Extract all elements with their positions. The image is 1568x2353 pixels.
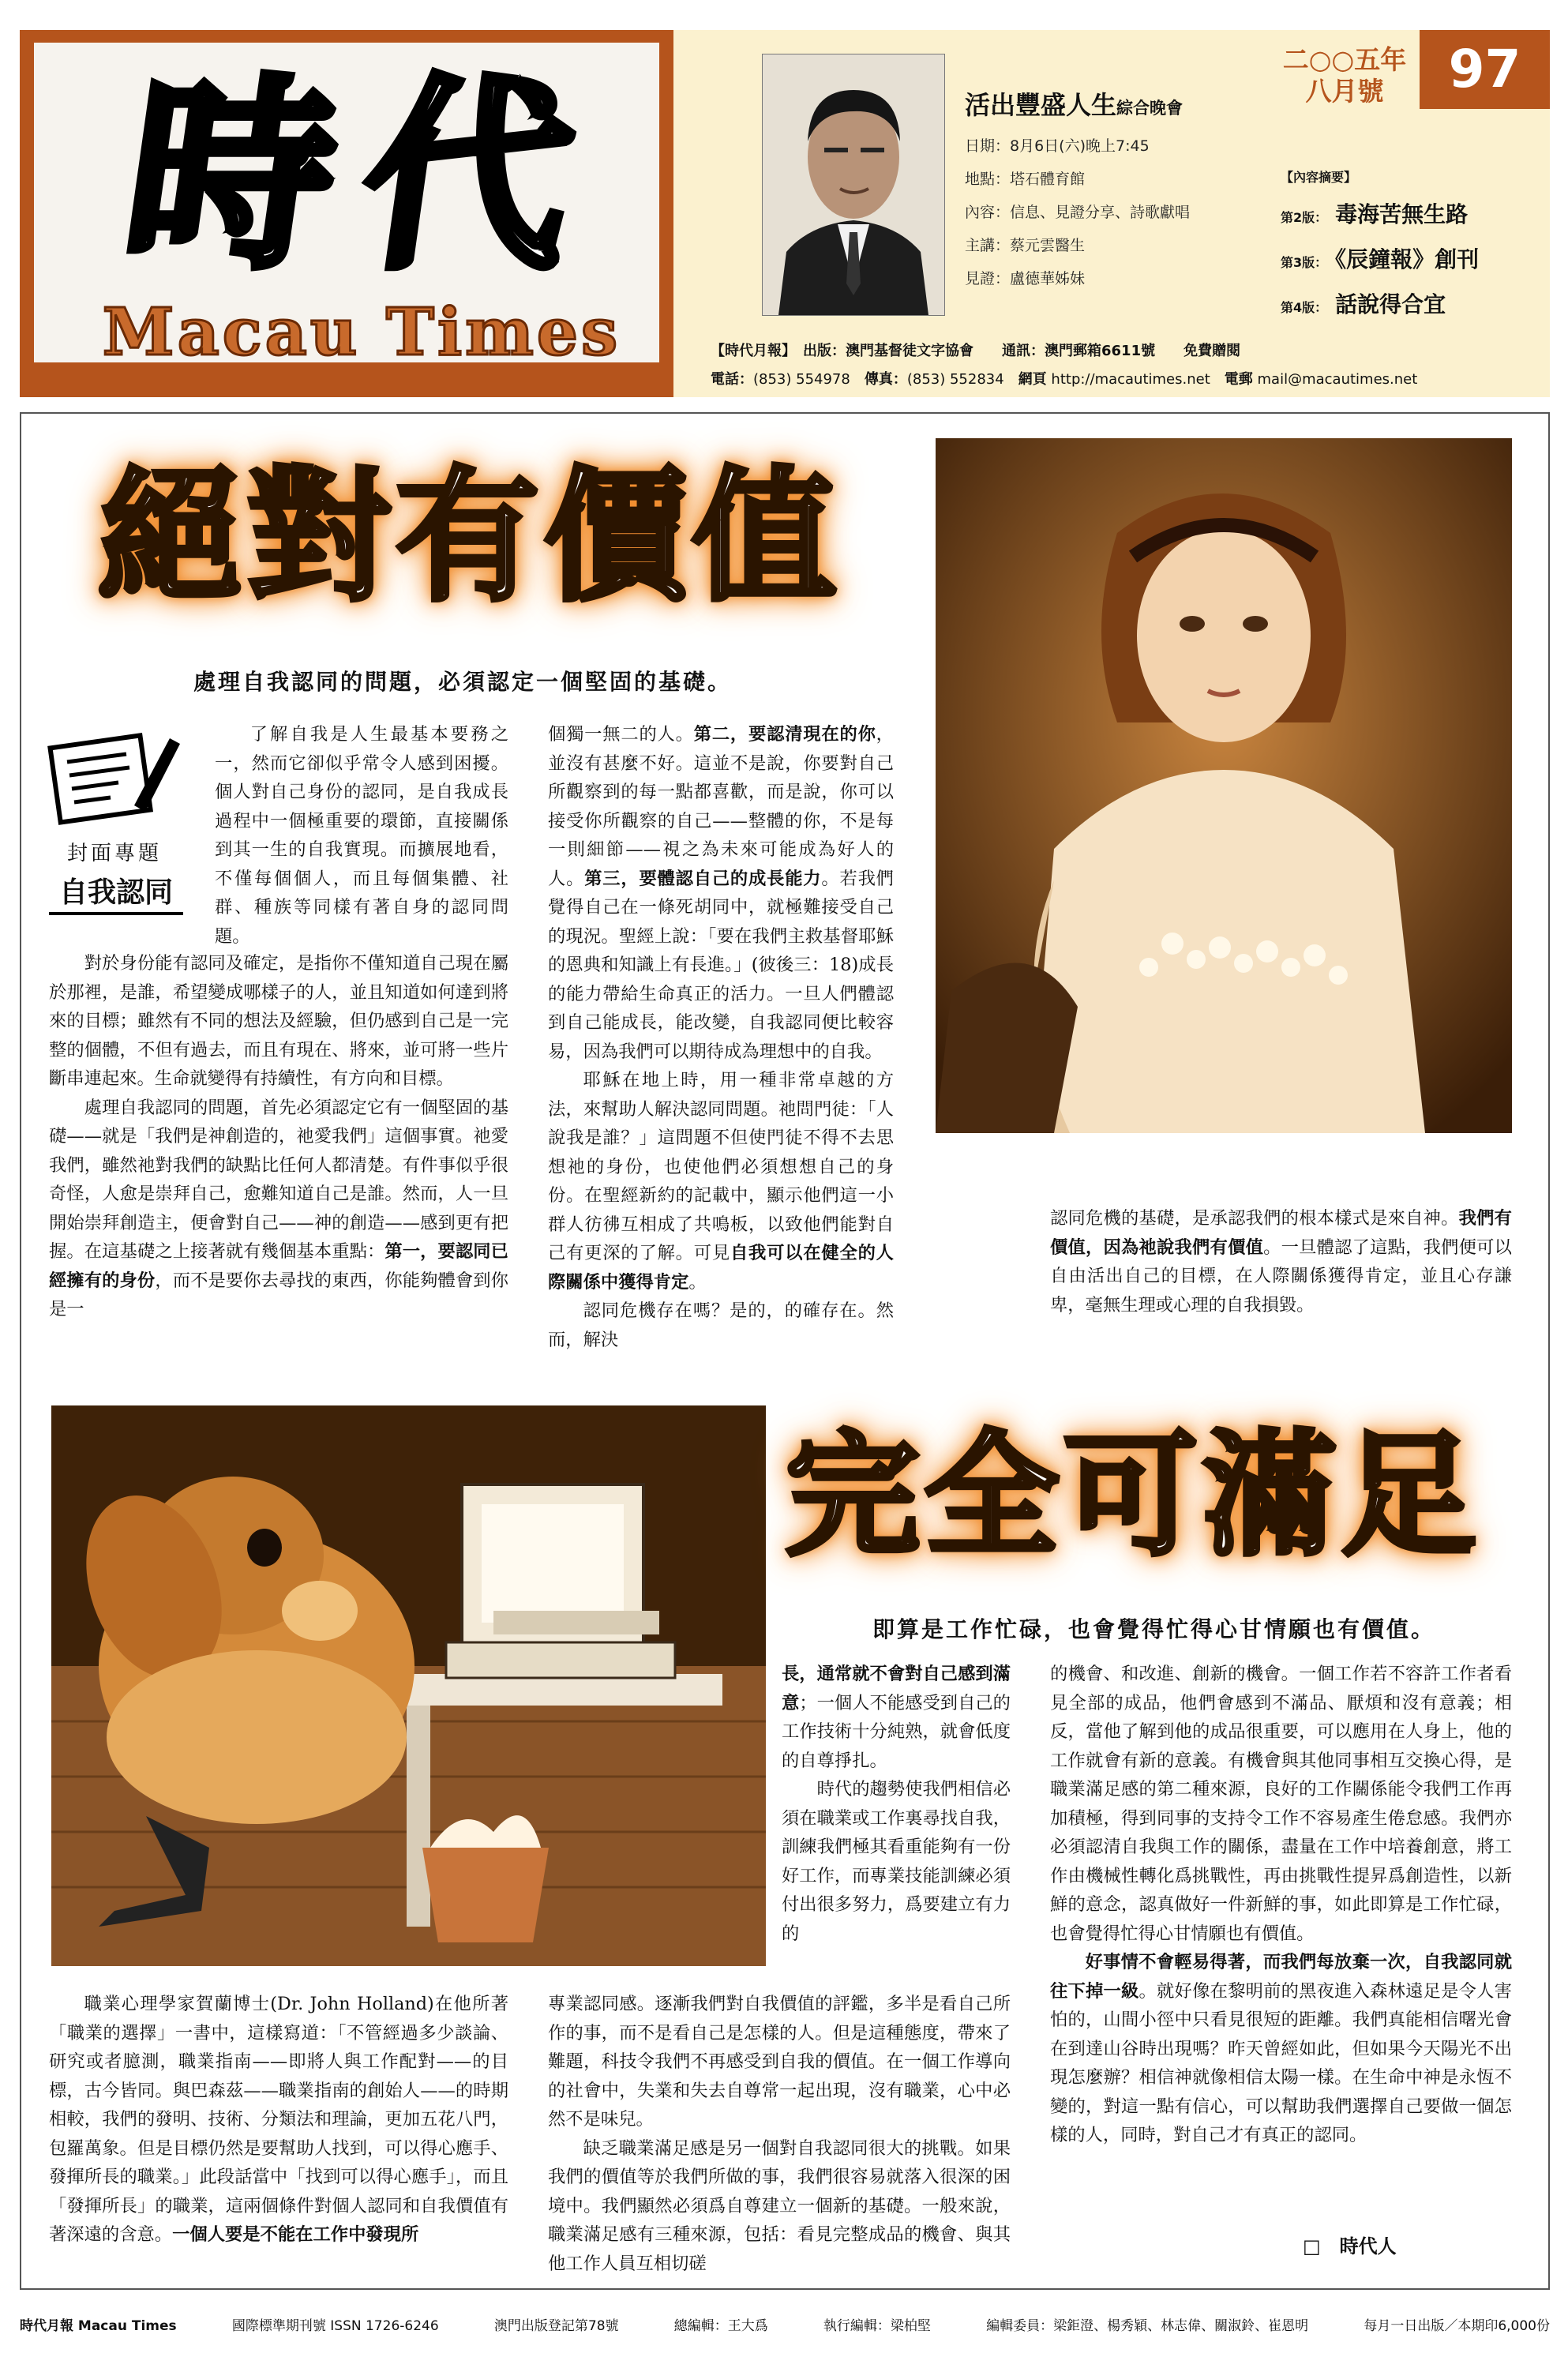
website-link[interactable]: http://macautimes.net	[1051, 371, 1210, 388]
text: 處理自我認同的問題，首先必須認定它有一個堅固的基礎——就是「我們是神創造的，祂愛我們」這個事實。祂愛我們，雖然祂對我們的缺點比任何人都清楚。有件事似乎很奇怪，人愈是崇拜自己，愈難知道自己是誰。然而，人一旦開始崇拜創造主，便會對自己——神的創造——感到更有把握。在這基礎之上接著就有幾個基本重點：	[49, 1097, 508, 1262]
footer-circulation: 每月一日出版／本期印6,000份	[1364, 2317, 1550, 2334]
fax-label: 傳真：	[864, 371, 907, 388]
paragraph: 對於身份能有認同及確定，是指你不僅知道自己現在屬於那裡，是誰，希望變成哪樣子的人，並且知道如何達到將來的目標；雖然有不同的想法及經驗，但仍感到自己是一完整的個體，不但有過去，而且有現在、將來，並可將一些片斷串連起來。生命就變得有持續性，有方向和目標。	[49, 953, 508, 1089]
paragraph	[548, 720, 894, 1066]
contact-info	[711, 368, 1417, 388]
article1-subtitle: 處理自我認同的問題，必須認定一個堅固的基礎。	[193, 669, 733, 695]
toc-page: 第3版：	[1281, 255, 1328, 270]
footer-brand: 時代月報 Macau Times	[20, 2317, 177, 2334]
author-signoff: □ 時代人	[1303, 2235, 1397, 2257]
article2-column-c	[1050, 1660, 1512, 2150]
bold-text: 第二，要認清現在的你	[693, 724, 876, 745]
paragraph: 認同危機存在嗎？是的，的確存在。然而，解決	[548, 1300, 894, 1350]
bold-text: 自我可以在健全的人際關係中獲得肯定	[548, 1243, 894, 1293]
girl-illustration	[936, 438, 1512, 1133]
article1-column1	[49, 949, 508, 1324]
cover-feature-topic: 自我認同	[49, 870, 183, 915]
footer-editorial-committee: 編輯委員：梁鉅澄、楊秀穎、林志偉、關淑鈴、崔恩明	[986, 2317, 1309, 2334]
cover-feature-label: 封面專題	[66, 842, 162, 865]
text: ，並沒有甚麼不好。這並不是說，你要對自己所觀察到的每一點都喜歡，而是說，你可以接受你所觀察的自己——整體的你，不是每一則細節——視之為未來可能成為好人的人。	[548, 724, 894, 889]
fax-number: (853) 552834	[906, 371, 1004, 388]
footer-executive-editor: 執行編輯：梁柏堅	[823, 2317, 931, 2334]
text: ；一個人不能感受到自己的工作技術十分純熟，就會低度的自尊掙扎。	[782, 1692, 1011, 1771]
toc-page: 第2版：	[1281, 210, 1328, 225]
email-link[interactable]: mail@macautimes.net	[1257, 371, 1418, 388]
portrait-illustration	[763, 54, 944, 315]
text: 耶穌在地上時，用一種非常卓越的方法，來幫助人解決認同問題。祂問門徒：「人說我是誰？」這問題不但使門徒不得不去思想祂的身份，也使他們必須想想自己的身份。在聖經新約的記載中，顯示他們這一小群人彷彿互相成了共鳴板，以致他們能對自己有更深的了解。可見	[548, 1070, 894, 1263]
text: 。若我們覺得自己在一條死胡同中，就極難接受自己的現況。聖經上說：「要在我們主救基督耶穌的恩典和知識上有長進。」(彼後三：18)成長的能力帶給生命真正的活力。一旦人們體認到自己能成長，能改變，自我認同便比較容易，因為我們可以期待成為理想中的自我。	[548, 868, 894, 1062]
masthead-logo-block	[20, 30, 673, 397]
bold-text: 一個人要是不能在工作中發現所	[172, 2224, 419, 2245]
email-label: 電郵	[1224, 371, 1253, 388]
event-speaker: 主講：蔡元雲醫生	[965, 237, 1086, 254]
article2-column-bottom1	[49, 1990, 508, 2250]
event-date: 日期：8月6日(六)晚上7:45	[965, 137, 1150, 155]
logo-chinese-title: 時代	[111, 56, 620, 297]
paragraph: 的機會、和改進、創新的機會。一個工作若不容許工作者看見全部的成品，他們會感到不滿品、厭煩和沒有意義；相反，當他了解到他的成品很重要，可以應用在人身上，他的工作就會有新的意義。有機會與其他同事相互交換心得，是職業滿足感的第二種來源，良好的工作關係能令我們工作再加積極，得到同事的支持令工作不容易產生倦怠感。我們亦必須認清自我與工作的關係，盡量在工作中培養創意，將工作由機械性轉化爲挑戰性，再由挑戰性提昇爲創造性，以新鮮的意念，認真做好一件新鮮的事，如此即算是工作忙碌，也會覺得忙得心甘情願也有價值。	[1050, 1664, 1512, 1944]
paragraph	[782, 1660, 1011, 1775]
contents-label: 【內容摘要】	[1281, 170, 1357, 185]
issue-number-badge: 97	[1420, 30, 1550, 109]
speaker-portrait-photo	[762, 54, 945, 316]
event-title	[965, 85, 1183, 122]
footer-issn: 國際標準期刊號 ISSN 1726-6246	[231, 2317, 439, 2334]
girl-painting-photo	[936, 438, 1512, 1133]
toc-title: 話說得合宜	[1335, 291, 1446, 317]
text: 職業心理學家賀蘭博士(Dr. John Holland)在他所著「職業的選擇」一書中，這樣寫道：「不管經過多少談論、研究或者臆測，職業指南——即將人與工作配對——的目標，古今皆同。與巴森茲——職業指南的創始人——的時期相較，我們的發明、技術、分類法和理論，更加五花八門，包羅萬象。但是目標仍然是要幫助人找到，可以得心應手、發揮所長的職業。」此段話當中「找到可以得心應手」，而且「發揮所長」的職業，這兩個條件對個人認同和自我價值有著深遠的含意。	[49, 1994, 508, 2245]
logo-english-title: Macau Times	[102, 295, 621, 370]
bold-text: 好事情不會輕易得著，而我們每放棄一次，自我認同就往下掉一級	[1050, 1952, 1512, 2002]
text: ，而不是要你去尋找的東西，你能夠體會到你是一	[49, 1270, 508, 1319]
text: 認同危機的基礎，是承認我們的根本樣式是來自神。	[1050, 1208, 1459, 1229]
paragraph: 了解自我是人生最基本要務之一，然而它卻似乎常令人感到困擾。個人對自己身份的認同，是自我成長過程中一個極重要的環節，直接關係到其一生的自我實現。而擴展地看，不僅每個個人，而且每個集體、社群、種族等同樣有著自身的認同問題。	[215, 724, 508, 947]
text: 。就好像在黎明前的黑夜進入森林遠足是令人害怕的，山間小徑中只看見很短的距離。我們真能相信曙光會在到達山谷時出現嗎？昨天曾經如此，但如果今天陽光不出現怎麼辦？相信神就像相信太陽一樣。在生命中神是永恆不變的，對這一點有信心，可以幫助我們選擇自己要做一個怎樣的人，同時，對自己才有真正的認同。	[1050, 1980, 1512, 2145]
text: 。	[688, 1271, 707, 1293]
toc-title: 《辰鐘報》創刊	[1335, 246, 1480, 272]
rabbit-computer-photo	[51, 1405, 766, 1966]
paragraph: 缺乏職業滿足感是另一個對自我認同很大的挑戰。如果我們的價值等於我們所做的事，我們很容易就落入很深的困境中。我們顯然必須爲自尊建立一個新的基礎。一般來說，職業滿足感有三種來源，包括：看見完整成品的機會、與其他工作人員互相切磋	[548, 2137, 1011, 2274]
toc-item[interactable]	[1281, 197, 1468, 229]
bold-text: 我們有價值，因為祂說我們有價值	[1050, 1208, 1512, 1258]
footer-bar	[20, 2310, 1550, 2338]
paragraph	[1050, 1204, 1512, 1319]
event-venue: 地點：塔石體育館	[965, 171, 1086, 188]
rabbit-illustration	[51, 1405, 766, 1966]
footer-registration: 澳門出版登記第78號	[493, 2317, 619, 2334]
paragraph	[49, 1990, 508, 2250]
article1-title: 絕對有價值	[99, 453, 841, 621]
article1-column2	[548, 720, 894, 1354]
article2-subtitle: 即算是工作忙碌，也會覺得忙得心甘情願也有價值。	[872, 1616, 1436, 1642]
event-title-main: 活出豐盛人生	[965, 90, 1117, 120]
article2-column-bottom2	[548, 1990, 1011, 2278]
event-title-suffix: 綜合晚會	[1116, 99, 1184, 118]
paragraph	[49, 1094, 508, 1324]
paragraph: 時代的趨勢使我們相信必須在職業或工作裏尋找自我，訓練我們極其看重能夠有一份好工作，而專業技能訓練必須付出很多努力，爲要建立有力的	[782, 1779, 1011, 1944]
paragraph	[548, 1066, 894, 1297]
issue-year: 二○○五年	[1282, 44, 1407, 75]
footer-chief-editor: 總編輯：王大爲	[673, 2317, 768, 2334]
bold-text: 第一，要認同已經擁有的身份	[49, 1241, 508, 1291]
toc-item[interactable]	[1281, 242, 1479, 274]
text: 。一旦體認了這點，我們便可以自由活出自己的目標，在人際關係獲得肯定，並且心存謙卑，毫無生理或心理的自我損毀。	[1050, 1237, 1512, 1315]
article2-title: 完全可滿足	[786, 1418, 1481, 1574]
paragraph: 專業認同感。逐漸我們對自我價值的評鑑，多半是看自己所作的事，而不是看自己是怎樣的人。但是這種態度，帶來了難題，科技令我們不再感受到自我的價值。在一個工作導向的社會中，失業和失去自尊常一起出現，沒有職業，心中必然不是味兒。	[548, 1994, 1011, 2130]
article1-column3	[1050, 1204, 1512, 1319]
article2-column-a	[782, 1660, 1011, 1948]
text: 個獨一無二的人。	[548, 724, 694, 745]
phone-label: 電話：	[711, 371, 753, 388]
bold-text: 長，通常就不會對自己感到滿意	[782, 1664, 1011, 1713]
phone-number: (853) 554978	[753, 371, 850, 388]
paragraph	[1050, 1948, 1512, 2150]
issue-date	[1277, 44, 1412, 107]
notepad-pen-icon	[47, 726, 182, 825]
logo-background	[34, 43, 659, 370]
article1-column1-top	[215, 720, 508, 951]
toc-item[interactable]	[1281, 287, 1446, 319]
toc-page: 第4版：	[1281, 300, 1328, 315]
notepad-pen-drawing	[47, 726, 182, 825]
event-content: 內容：信息、見證分享、詩歌獻唱	[965, 204, 1191, 221]
event-testimony: 見證：盧德華姊妹	[965, 270, 1086, 287]
bold-text: 第三，要體認自己的成長能力	[584, 868, 822, 889]
toc-title: 毒海苦無生路	[1335, 201, 1469, 227]
publisher-info: 【時代月報】 出版：澳門基督徒文字協會 通訊：澳門郵箱6611號 免費贈閱	[711, 343, 1241, 359]
web-label: 網頁	[1018, 371, 1047, 388]
issue-month: 八月號	[1305, 76, 1384, 107]
